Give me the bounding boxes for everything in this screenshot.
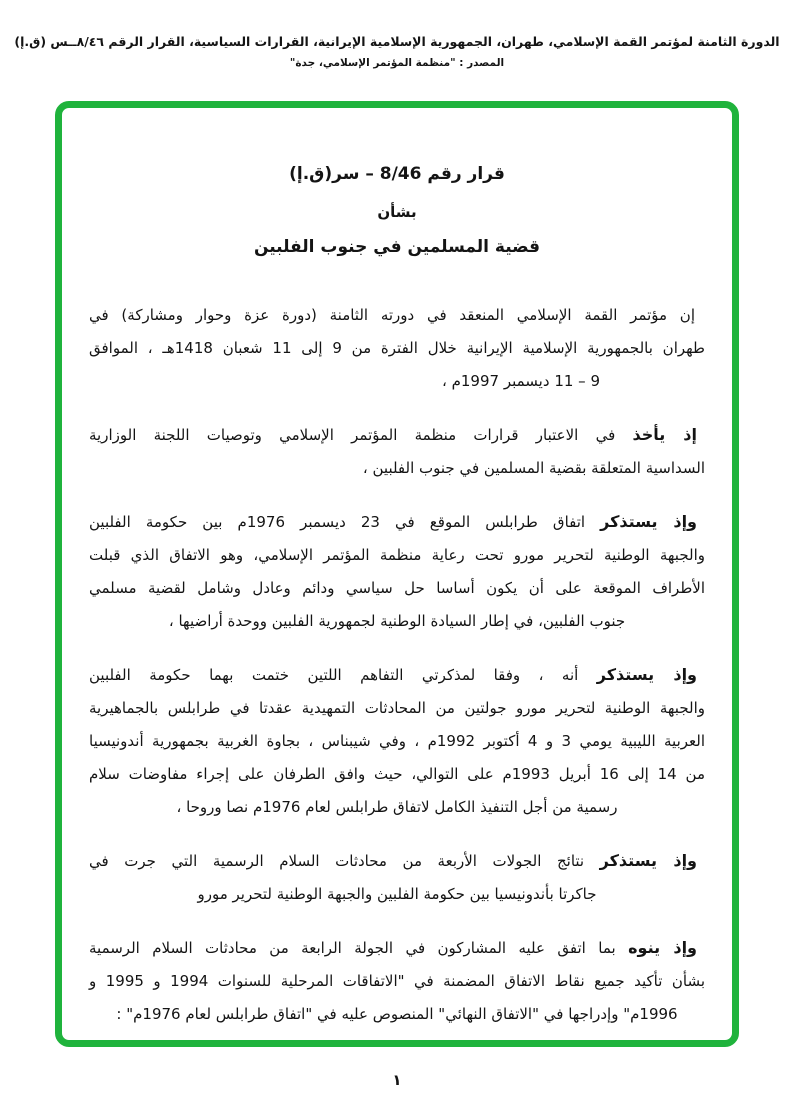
document-header — [0, 0, 794, 69]
paragraph — [89, 931, 705, 1031]
paragraph-line: بشأن تأكيد جميع نقاط الاتفاق المضمنة في "الاتفاقات المرحلية للسنوات 1994 و 1995 و — [89, 972, 705, 990]
header-source-line: المصدر : "منظمة المؤتمر الإسلامي، جدة" — [289, 57, 505, 69]
paragraph-line: جنوب الفلبين، في إطار السيادة الوطنية لجمهورية الفلبين ووحدة أراضيها ، — [168, 612, 626, 630]
subject-title: قضية المسلمين في جنوب الفلبين — [253, 237, 541, 257]
paragraph-line: 1996م" وإدراجها في "الاتفاق النهائي" المنصوص عليه في "اتفاق طرابلس لعام 1976م" : — [116, 1005, 678, 1023]
paragraph-line: رسمية من أجل التنفيذ الكامل لاتفاق طرابلس لعام 1976م نصا وروحا ، — [176, 798, 618, 816]
paragraph-line: وإذ يستذكر أنه ، وفقا لمذكرتي التفاهم اللتين ختمت بهما حكومة الفلبين — [89, 665, 698, 684]
paragraph-lead: إذ يأخذ — [632, 425, 697, 444]
paragraph-line: والجبهة الوطنية لتحرير مورو تحت رعاية منظمة المؤتمر الإسلامي، وهو الاتفاق الذي قبلت — [89, 546, 705, 564]
document-frame — [55, 101, 739, 1047]
paragraph — [89, 418, 705, 485]
paragraph-line: العربية الليبية يومي 3 و 4 أكتوبر 1992م ، وفي شيبناس ، بجاوة الغربية بجمهورية أندونيسيا — [89, 732, 706, 750]
title-block — [89, 164, 705, 257]
paragraph-lead: وإذ يستذكر — [596, 665, 698, 684]
paragraph-line: إن مؤتمر القمة الإسلامي المنعقد في دورته الثامنة (دورة عزة وحوار ومشاركة) في — [89, 306, 695, 324]
paragraph — [89, 844, 705, 911]
subject-label: بشأن — [377, 203, 417, 221]
paragraph-lead: وإذ يستذكر — [600, 512, 698, 531]
paragraph-line: طهران بالجمهورية الإسلامية الإيرانية خلال الفترة من 9 إلى 11 شعبان 1418هـ ، الموافق — [89, 339, 705, 357]
paragraph — [89, 299, 705, 398]
paragraph-line: وإذ يستذكر اتفاق طرابلس الموقع في 23 ديسمبر 1976م بين حكومة الفلبين — [89, 512, 698, 531]
header-citation-line: الدورة الثامنة لمؤتمر القمة الإسلامي، طهران، الجمهورية الإسلامية الإيرانية، القرارات السياسية، القرار الرقم ٨/٤٦ــس (ق.إ) — [14, 34, 780, 49]
paragraph-line: إذ يأخذ في الاعتبار قرارات منظمة المؤتمر الإسلامي وتوصيات اللجنة الوزارية — [89, 425, 697, 444]
paragraph-lead: وإذ ينوه — [628, 938, 697, 957]
resolution-number-title: قرار رقم 8/46 – سر(ق.إ) — [289, 164, 505, 184]
paragraph-line: جاكرتا بأندونيسيا بين حكومة الفلبين والجبهة الوطنية لتحرير مورو — [197, 885, 597, 903]
page-number: ١ — [392, 1071, 402, 1089]
paragraph-line: وإذ يستذكر نتائج الجولات الأربعة من محادثات السلام الرسمية التي جرت في — [89, 851, 698, 870]
paragraph-line: السداسية المتعلقة بقضية المسلمين في جنوب الفلبين ، — [362, 459, 705, 477]
paragraph-line: 9 – 11 ديسمبر 1997م ، — [441, 372, 600, 390]
paragraph-line: والجبهة الوطنية لتحرير مورو جولتين من المحادثات التمهيدية عقدتا في طرابلس بالجماهيرية — [89, 699, 705, 717]
paragraph — [89, 505, 705, 638]
paragraph-lead: وإذ يستذكر — [599, 851, 698, 870]
paragraph-line: من 14 إلى 16 أبريل 1993م على التوالي، حيث وافق الطرفان على إجراء مفاوضات سلام — [89, 765, 705, 783]
paragraph — [89, 658, 705, 824]
paragraph-line: وإذ ينوه بما اتفق عليه المشاركون في الجولة الرابعة من محادثات السلام الرسمية — [89, 938, 697, 957]
resolution-body — [89, 299, 705, 1031]
paragraph-line: الأطراف الموقعة على أن يكون أساسا حل سياسي ودائم وعادل وشامل لقضية مسلمي — [89, 579, 705, 597]
